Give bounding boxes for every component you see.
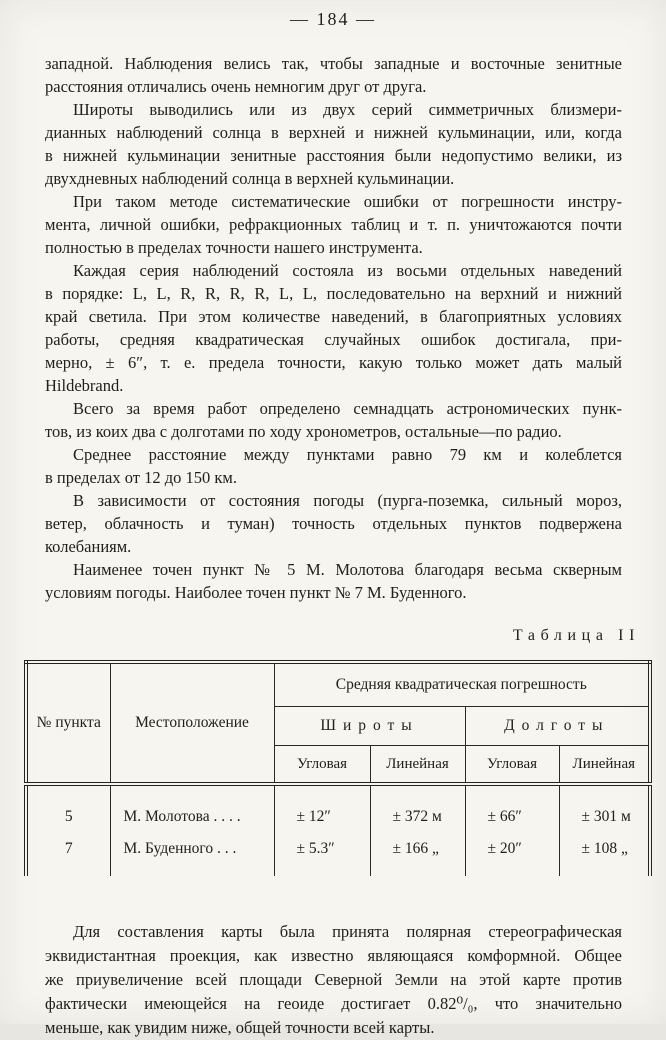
text-line: Для составления карты была принята полярная стереографическая (73, 922, 622, 941)
text-line: расстояния отличались очень немногим друг от друга. (45, 77, 427, 96)
text-line: двухдневных наблюдений солнца в верхней кульминации. (45, 169, 455, 188)
text-line: меньше, как увидим ниже, общей точности всей карты. (45, 1018, 435, 1037)
paragraph (45, 397, 622, 443)
page-number: — 184 — (290, 9, 376, 29)
col-header-latitudes: Широты (274, 707, 465, 746)
col-header-lon-linear: Линейная (559, 746, 650, 785)
col-header-lon-angular: Угловая (465, 746, 559, 785)
text-line: условиям погоды. Наиболее точен пункт № 7 М. Буденного. (45, 583, 467, 602)
paragraph (45, 259, 622, 397)
text-line: западной. Наблюдения велись так, чтобы западные и восточные зенитные (45, 54, 622, 73)
text-line: же приувеличение всей площади Северной Земли на этой карте против (45, 970, 622, 989)
text-line: в порядке: L, L, R, R, R, R, L, L, последовательно на верхний и нижний (45, 284, 622, 303)
text-line: в нижней кульминации зенитные расстояния были недопустимо велики, из (45, 146, 622, 165)
text-line: ветер, облачность и туман) точность отдельных пунктов подвержена (45, 514, 622, 533)
text-line: Всего за время работ определено семнадцать астрономических пунк- (73, 399, 622, 418)
accuracy-table (24, 660, 652, 876)
text-line: При таком методе систематические ошибки от погрешности инстру- (73, 192, 622, 211)
text-line: дианных наблюдений солнца в верхней и нижней кульминации, или, когда (45, 123, 622, 142)
paragraph (45, 98, 622, 190)
cell-lat-linear: ± 372 м (370, 784, 465, 833)
cell-lon-angular: ± 20″ (465, 833, 559, 876)
text-line: тов, из коих два с долготами по ходу хронометров, остальные—по радио. (45, 422, 562, 441)
text-line: работы, средняя квадратическая случайных ошибок достигала, при- (45, 330, 622, 349)
cell-lat-linear: ± 166 „ (370, 833, 465, 876)
text-line: фактически имеющейся на геоиде достигает 0.82⁰/₀, что значительно (45, 994, 622, 1013)
text-line: Каждая серия наблюдений состояла из восьми отдельных наведений (73, 261, 622, 280)
text-line: В зависимости от состояния погоды (пурга-поземка, сильный мороз, (73, 491, 622, 510)
cell-point-number: 7 (64, 840, 73, 857)
text-line: край светила. При этом количестве наведений, в благоприятных условиях (45, 307, 622, 326)
cell-lon-angular: ± 66″ (465, 784, 559, 833)
cell-lon-linear: ± 301 м (559, 784, 650, 833)
cell-location: М. Буденного . . . (110, 833, 274, 876)
cell-location: М. Молотова . . . . (110, 784, 274, 833)
text-line: Среднее расстояние между пунктами равно 79 км и колеблется (73, 445, 622, 464)
paragraph (45, 920, 622, 1040)
col-header-point-number: № пункта (36, 714, 101, 731)
text-line: Hildebrand. (45, 376, 124, 395)
paragraph (45, 52, 622, 98)
table-row (26, 784, 650, 833)
table-row (26, 833, 650, 876)
text-line: Наименее точен пункт № 5 М. Молотова благодаря весьма скверным (73, 560, 622, 579)
text-line: мента, личной ошибки, рефракционных таблиц и т. п. уничтожаются почти (45, 215, 622, 234)
text-line: в пределах от 12 до 150 км. (45, 468, 237, 487)
col-header-lat-linear: Линейная (370, 746, 465, 785)
cell-lat-angular: ± 12″ (274, 784, 370, 833)
body-text (45, 52, 622, 604)
cell-point-number: 5 (64, 808, 73, 825)
text-line: Широты выводились или из двух серий симметричных близмери- (73, 100, 622, 119)
text-line: полностью в пределах точности нашего инструмента. (45, 238, 423, 257)
col-header-location: Местоположение (110, 662, 274, 784)
col-header-longitudes: Долготы (465, 707, 650, 746)
paragraph (45, 489, 622, 558)
paragraph (45, 190, 622, 259)
cell-lat-angular: ± 5.3″ (274, 833, 370, 876)
paragraph (45, 558, 622, 604)
table-label: Таблица II (512, 627, 640, 644)
cell-lon-linear: ± 108 „ (559, 833, 650, 876)
closing-paragraph (45, 920, 622, 1040)
text-line: мерно, ± 6″, т. е. предела точности, какую только может дать малый (45, 353, 622, 372)
col-header-lat-angular: Угловая (274, 746, 370, 785)
text-line: эквидистантная проекция, как известно являющаяся комформной. Общее (45, 946, 622, 965)
text-line: колебаниям. (45, 537, 132, 556)
paragraph (45, 443, 622, 489)
col-header-mean-square-error: Средняя квадратическая погрешность (274, 662, 650, 707)
